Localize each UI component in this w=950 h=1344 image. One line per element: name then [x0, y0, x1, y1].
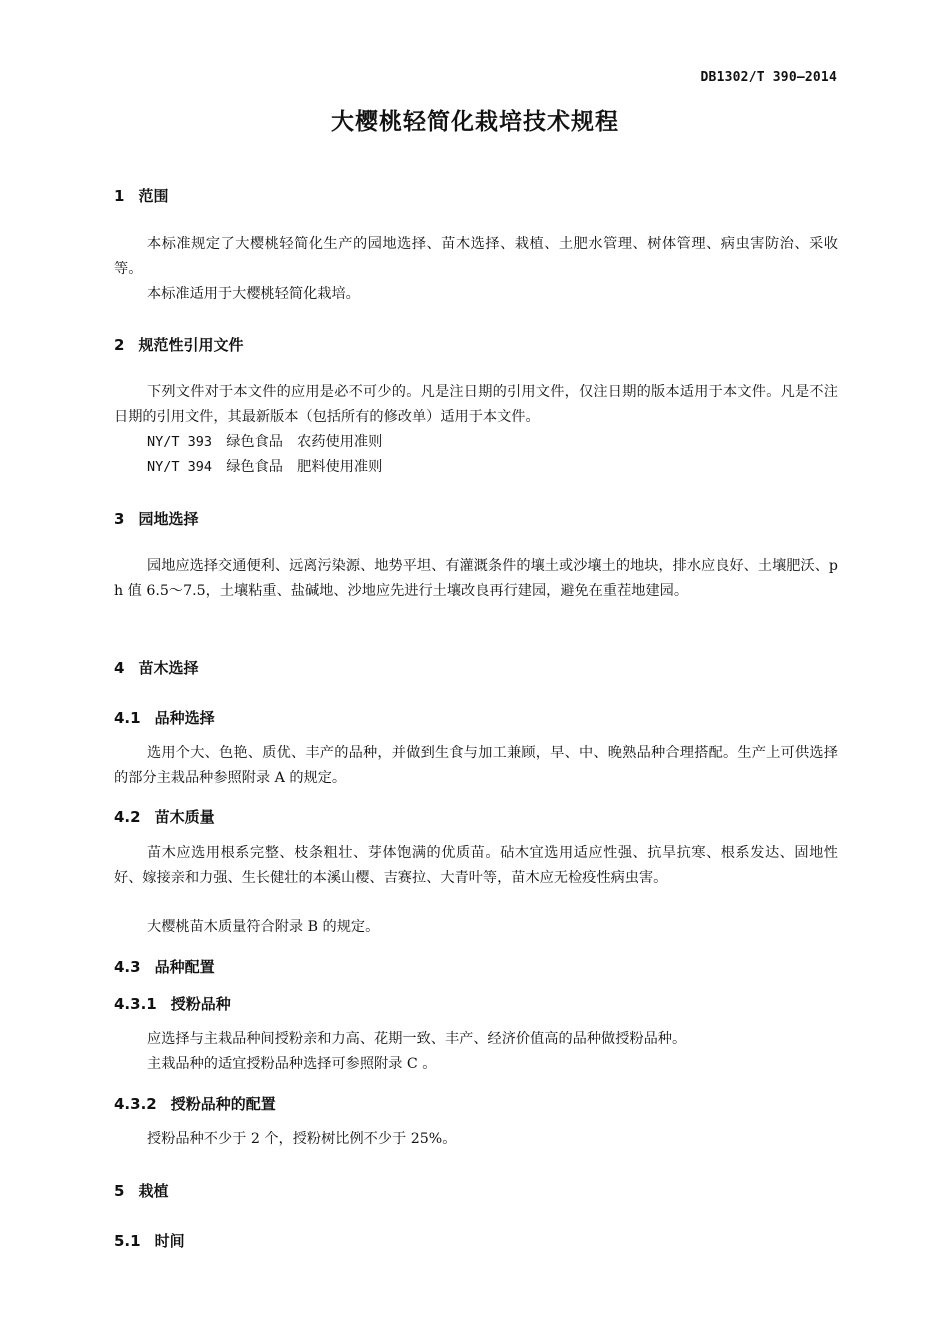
reference-item — [147, 430, 382, 455]
reference-title: 绿色食品 肥料使用准则 — [226, 459, 383, 475]
heading-label: 园地选择 — [138, 510, 199, 528]
heading-label: 苗木质量 — [154, 808, 215, 826]
heading-number: 2 — [114, 336, 125, 354]
heading-4-3-1 — [114, 993, 231, 1014]
heading-number: 4.3.1 — [114, 995, 157, 1013]
paragraph-pollinator-2: 主栽品种的适宜授粉品种选择可参照附录 C 。 — [147, 1056, 437, 1072]
paragraph-seedling-quality-1: 苗木应选用根系完整、枝条粗壮、芽体饱满的优质苗。砧木宜选用适应性强、抗旱抗寒、根系发达、固地性好、嫁接亲和力强、生长健壮的本溪山樱、吉赛拉、大青叶等，苗木应无检疫性病虫害。 — [114, 845, 838, 886]
heading-2 — [114, 334, 243, 355]
heading-label: 授粉品种 — [170, 995, 231, 1013]
heading-number: 5 — [114, 1182, 125, 1200]
heading-1 — [114, 185, 168, 206]
heading-4-3-2 — [114, 1093, 276, 1114]
reference-code: NY/T 394 — [147, 459, 213, 475]
heading-label: 栽植 — [138, 1182, 169, 1200]
heading-label: 范围 — [138, 187, 169, 205]
paragraph-scope-1: 本标准规定了大樱桃轻简化生产的园地选择、苗木选择、栽植、土肥水管理、树体管理、病虫害防治、采收等。 — [114, 236, 838, 277]
heading-number: 3 — [114, 510, 125, 528]
heading-4-3 — [114, 956, 215, 977]
heading-label: 时间 — [154, 1232, 185, 1250]
paragraph-references: 下列文件对于本文件的应用是必不可少的。凡是注日期的引用文件，仅注日期的版本适用于本文件。凡是不注日期的引用文件，其最新版本（包括所有的修改单）适用于本文件。 — [114, 384, 838, 425]
heading-label: 苗木选择 — [138, 659, 199, 677]
reference-code: NY/T 393 — [147, 434, 213, 450]
reference-title: 绿色食品 农药使用准则 — [226, 434, 383, 450]
heading-number: 4.3.2 — [114, 1095, 157, 1113]
heading-5-1 — [114, 1230, 185, 1251]
paragraph-pollinator-config: 授粉品种不少于 2 个，授粉树比例不少于 25%。 — [147, 1131, 457, 1147]
paragraph-variety-selection: 选用个大、色艳、质优、丰产的品种，并做到生食与加工兼顾，早、中、晚熟品种合理搭配。生产上可供选择的部分主栽品种参照附录 A 的规定。 — [114, 745, 838, 786]
paragraph-scope-2: 本标准适用于大樱桃轻简化栽培。 — [147, 286, 360, 302]
document-code: DB1302/T 390—2014 — [700, 70, 837, 85]
heading-4-1 — [114, 707, 215, 728]
heading-5 — [114, 1180, 168, 1201]
paragraph-pollinator-1: 应选择与主栽品种间授粉亲和力高、花期一致、丰产、经济价值高的品种做授粉品种。 — [147, 1031, 687, 1047]
heading-label: 授粉品种的配置 — [170, 1095, 276, 1113]
heading-4-2 — [114, 806, 215, 827]
heading-number: 4.2 — [114, 808, 141, 826]
heading-number: 4 — [114, 659, 125, 677]
reference-item — [147, 455, 382, 480]
heading-number: 4.3 — [114, 958, 141, 976]
heading-number: 5.1 — [114, 1232, 141, 1250]
heading-label: 规范性引用文件 — [138, 336, 244, 354]
heading-label: 品种选择 — [154, 709, 215, 727]
heading-3 — [114, 508, 198, 529]
heading-label: 品种配置 — [154, 958, 215, 976]
heading-number: 1 — [114, 187, 125, 205]
heading-4 — [114, 657, 198, 678]
document-title: 大樱桃轻简化栽培技术规程 — [331, 109, 619, 135]
heading-number: 4.1 — [114, 709, 141, 727]
paragraph-site-selection: 园地应选择交通便利、远离污染源、地势平坦、有灌溉条件的壤土或沙壤土的地块，排水应良好、土壤肥沃、ph 值 6.5～7.5，土壤粘重、盐碱地、沙地应先进行土壤改良再行建园，避免在重茬地建园。 — [114, 558, 838, 599]
paragraph-seedling-quality-2: 大樱桃苗木质量符合附录 B 的规定。 — [147, 919, 380, 935]
